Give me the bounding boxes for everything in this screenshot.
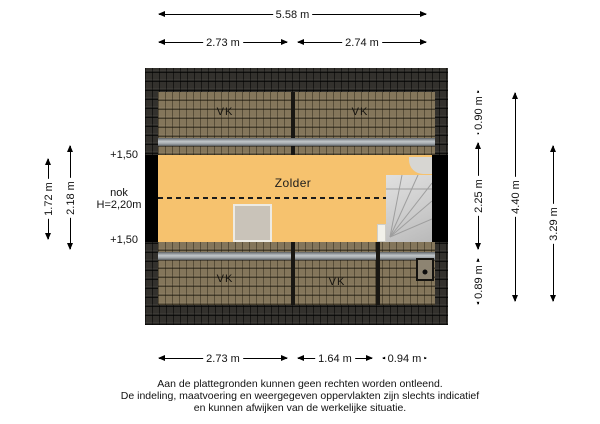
dimension-right-lower-span: 3.29 m [547,145,560,302]
dimension-right-top: 0.90 m [472,90,485,135]
gutter-top [158,138,435,146]
ridge-annotation [80,187,158,211]
roof-label-bottom-left: VK [216,273,234,285]
disclaimer [0,378,600,414]
ridge-annotation-line2: H=2,20m [96,199,142,211]
dimension-left-outer: 2.18 m [64,145,77,250]
roof-label-top-left: VK [216,106,234,118]
dimension-top-total: 5.58 m [158,8,427,21]
roof-label-top-right: VK [351,106,369,118]
dimension-left-inner: 1.72 m [42,158,55,240]
dimension-bottom-left: 2.73 m [158,352,288,365]
gutter-bottom [158,252,435,260]
roof-window-handle [423,269,428,274]
dimension-bottom-middle: 1.64 m [297,352,373,365]
dimension-right-middle: 2.25 m [472,142,485,250]
level-annotation-top: +1,50 [110,149,138,161]
dimension-bottom-right: 0.94 m [382,352,427,365]
dimension-right-bottom: 0.89 m [472,258,485,305]
roof-divider-bottom-2 [376,242,380,305]
disclaimer-line-3: en kunnen afwijken van de werkelijke situatie. [193,402,407,414]
staircase [386,175,432,242]
wall-right [432,155,448,242]
dimension-top-left: 2.73 m [158,36,288,49]
ridge-annotation-line1: nok [110,187,128,199]
attic-floorplan [145,68,448,325]
disclaimer-line-1: Aan de plattegronden kunnen geen rechten worden ontleend. [157,378,443,390]
level-annotation-bottom: +1,50 [110,234,138,246]
roof-divider-bottom-1 [291,242,295,305]
dimension-right-total: 4.40 m [509,92,522,302]
disclaimer-line-2: De indeling, maatvoering en weergegeven oppervlakten zijn slechts indicatief [120,390,480,402]
room-label: Zolder [274,176,312,190]
roof-label-bottom-right: VK [328,276,346,288]
stair-post [377,224,386,242]
dimension-top-right: 2.74 m [297,36,427,49]
stair-treads [386,175,432,242]
roof-window [416,258,434,281]
chimney-block [233,204,272,242]
